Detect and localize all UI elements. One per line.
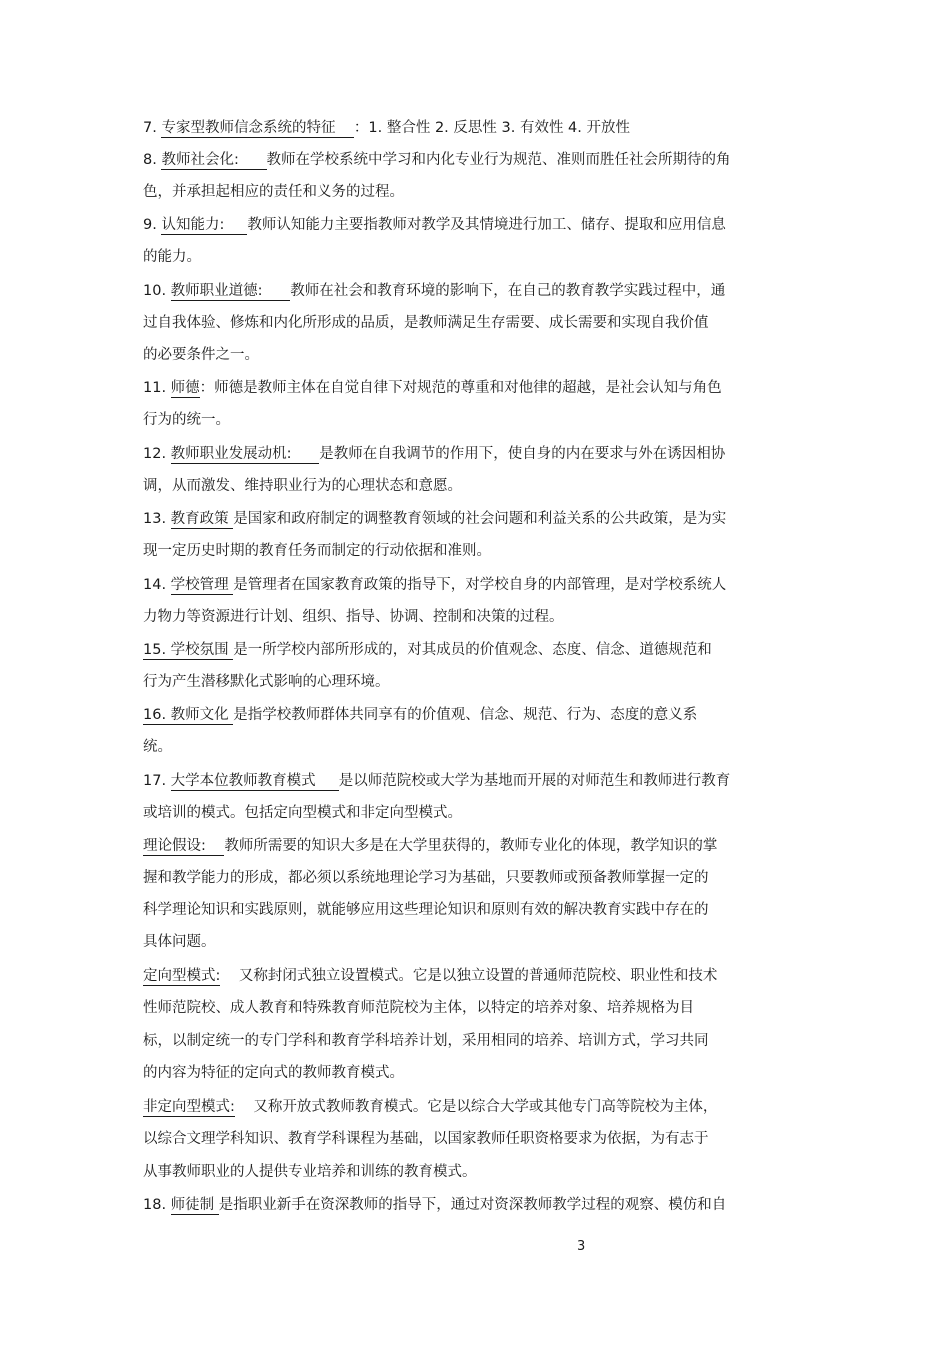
definition-text: 是教师在自我调节的作用下，使自身的内在要求与外在诱因相协 bbox=[319, 446, 726, 462]
term: 16. 教师文化 bbox=[143, 707, 233, 725]
definition-text: 是管理者在国家教育政策的指导下，对学校自身的内部管理，是对学校系统人 bbox=[233, 577, 727, 593]
definition-text: 又称开放式教师教育模式。它是以综合大学或其他专门高等院校为主体， bbox=[234, 1099, 718, 1115]
text-line: 力物力等资源进行计划、组织、指导、协调、控制和决策的过程。 bbox=[143, 609, 564, 625]
text-line: 行为的统一。 bbox=[143, 412, 230, 428]
term: 教育政策 bbox=[171, 511, 234, 529]
term: 15. 学校氛围 bbox=[143, 642, 233, 660]
text-line bbox=[143, 575, 726, 595]
text-line bbox=[143, 1195, 726, 1215]
text-line: 或培训的模式。包括定向型模式和非定向型模式。 bbox=[143, 805, 462, 821]
item-number: 17. bbox=[143, 773, 171, 789]
item-number: 18. bbox=[143, 1197, 171, 1213]
term: 师徒制 bbox=[171, 1197, 219, 1215]
text-line: 统。 bbox=[143, 739, 172, 755]
text-line: 以综合文理学科知识、教育学科课程为基础，以国家教师任职资格要求为依据，为有志于 bbox=[143, 1131, 709, 1147]
term: 大学本位教师教育模式 bbox=[171, 773, 339, 791]
definition-text: ：1. 整合性 2. 反思性 3. 有效性 4. 开放性 bbox=[353, 120, 630, 136]
text-line: 过自我体验、修炼和内化所形成的品质，是教师满足生存需要、成长需要和实现自我价值 bbox=[143, 315, 709, 331]
item-number: 8. bbox=[143, 152, 162, 168]
definition-text: 教师认知能力主要指教师对教学及其情境进行加工、储存、提取和应用信息 bbox=[247, 217, 726, 233]
text-line bbox=[143, 150, 731, 170]
text-line bbox=[143, 836, 717, 856]
term: 师德 bbox=[170, 380, 200, 396]
term: 教师职业发展动机: bbox=[171, 446, 320, 464]
term: 认知能力: bbox=[161, 217, 247, 235]
text-line: 的能力。 bbox=[143, 249, 201, 265]
text-line: 性师范院校、成人教育和特殊教育师范院校为主体，以特定的培养对象、培养规格为目 bbox=[143, 1000, 694, 1016]
definition-text: 又称封闭式独立设置模式。它是以独立设置的普通师范院校、职业性和技术 bbox=[220, 968, 718, 984]
text-line: 标，以制定统一的专门学科和教育学科培养计划，采用相同的培养、培训方式，学习共同 bbox=[143, 1033, 709, 1049]
term: 教师社会化: bbox=[161, 152, 266, 170]
text-line: 的必要条件之一。 bbox=[143, 347, 259, 363]
text-line: 从事教师职业的人提供专业培养和训练的教育模式。 bbox=[143, 1164, 477, 1180]
definition-text: 是国家和政府制定的调整教育领域的社会问题和利益关系的公共政策，是为实 bbox=[233, 511, 727, 527]
text-line bbox=[143, 1097, 717, 1117]
text-line bbox=[143, 640, 712, 660]
term: 学校管理 bbox=[171, 577, 234, 595]
text-line: 握和教学能力的形成，都必须以系统地理论学习为基础，只要教师或预备教师掌握一定的 bbox=[143, 870, 709, 886]
text-line bbox=[143, 705, 697, 725]
text-line bbox=[143, 771, 730, 791]
term: 专家型教师信念系统的特征 bbox=[161, 120, 353, 138]
definition-text: 教师所需要的知识大多是在大学里获得的，教师专业化的体现，教学知识的掌 bbox=[224, 838, 718, 854]
term: 非定向型模式: bbox=[143, 1099, 235, 1115]
definition-text: 教师在学校系统中学习和内化专业行为规范、准则而胜任社会所期待的角 bbox=[266, 152, 731, 168]
term: 理论假设: bbox=[143, 838, 224, 856]
text-line: 调，从而激发、维持职业行为的心理状态和意愿。 bbox=[143, 478, 462, 494]
definition-text: 是以师范院校或大学为基地而开展的对师范生和教师进行教育 bbox=[338, 773, 731, 789]
text-line: 科学理论知识和实践原则，就能够应用这些理论知识和原则有效的解决教育实践中存在的 bbox=[143, 902, 709, 918]
item-number: 11. bbox=[143, 380, 171, 396]
text-line: 色，并承担起相应的责任和义务的过程。 bbox=[143, 184, 404, 200]
definition-text: 是指学校教师群体共同享有的价值观、信念、规范、行为、态度的意义系 bbox=[233, 707, 698, 723]
text-line bbox=[143, 281, 725, 301]
text-line bbox=[143, 215, 726, 235]
definition-text: ：师德是教师主体在自觉自律下对规范的尊重和对他律的超越，是社会认知与角色 bbox=[199, 380, 722, 396]
text-line bbox=[143, 444, 725, 464]
term: 定向型模式: bbox=[143, 968, 221, 984]
item-number: 10. bbox=[143, 283, 171, 299]
text-line: 行为产生潜移默化式影响的心理环境。 bbox=[143, 674, 390, 690]
item-number: 14. bbox=[143, 577, 171, 593]
text-line bbox=[143, 118, 630, 138]
text-line bbox=[143, 378, 722, 398]
item-number: 7. bbox=[143, 120, 162, 136]
text-line bbox=[143, 509, 726, 529]
text-line: 的内容为特征的定向式的教师教育模式。 bbox=[143, 1065, 404, 1081]
definition-text: 教师在社会和教育环境的影响下，在自己的教育教学实践过程中，通 bbox=[290, 283, 726, 299]
term: 教师职业道德: bbox=[171, 283, 291, 301]
definition-text: 是指职业新手在资深教师的指导下，通过对资深教师教学过程的观察、模仿和自 bbox=[218, 1197, 727, 1213]
item-number: 12. bbox=[143, 446, 171, 462]
item-number: 9. bbox=[143, 217, 162, 233]
text-line: 具体问题。 bbox=[143, 934, 216, 950]
page-number: 3 bbox=[577, 1239, 586, 1254]
item-number: 13. bbox=[143, 511, 171, 527]
text-line bbox=[143, 966, 717, 986]
text-line: 现一定历史时期的教育任务而制定的行动依据和准则。 bbox=[143, 543, 491, 559]
definition-text: 是一所学校内部所形成的，对其成员的价值观念、态度、信念、道德规范和 bbox=[233, 642, 712, 658]
